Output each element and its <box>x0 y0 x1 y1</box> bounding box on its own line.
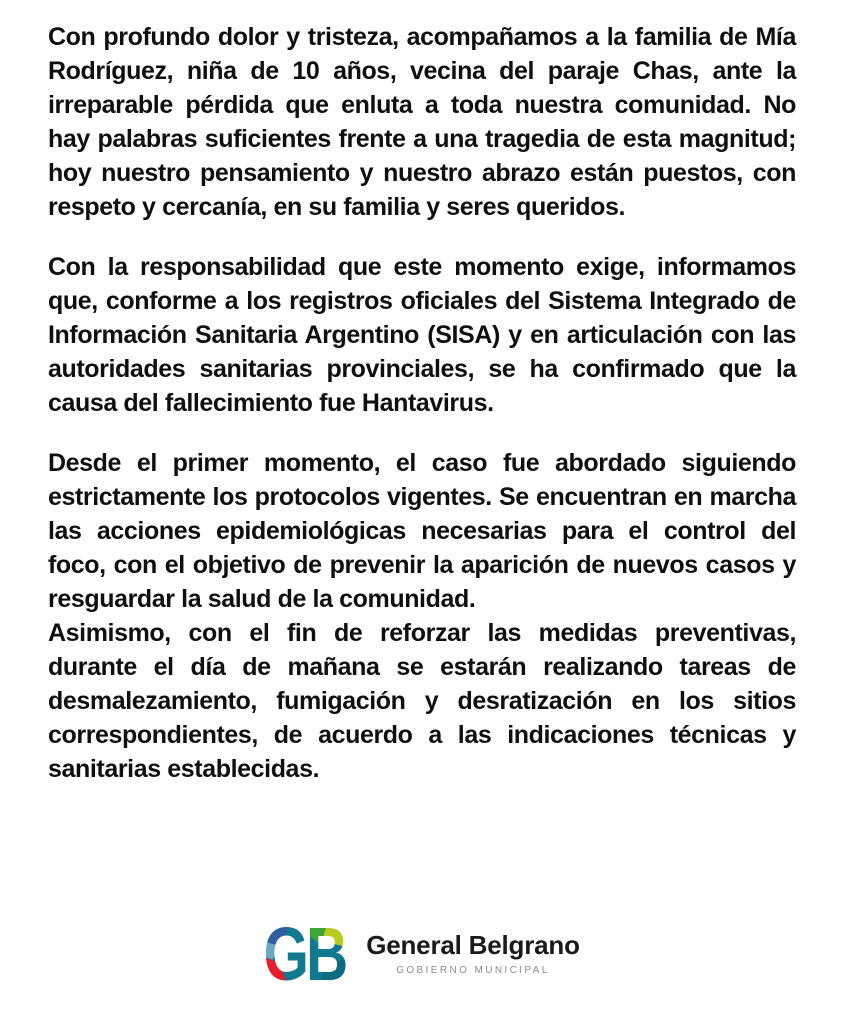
paragraph-cause-confirmation: Con la responsabilidad que este momento exige, informamos que, conforme a los registros oficiales del Sistema Integrado de Información Sanitaria Argentino (SISA) y en articulación con las autoridades sanitarias provinciales, se ha confirmado que la causa del fallecimiento fue Hantavirus. <box>48 253 796 417</box>
gb-monogram-text: GB <box>263 922 346 984</box>
gb-monogram-logo <box>262 922 350 984</box>
footer-logo <box>0 922 842 984</box>
statement-body <box>48 20 796 812</box>
paragraph-condolences: Con profundo dolor y tristeza, acompañamos a la familia de Mía Rodríguez, niña de 10 años, vecina del paraje Chas, ante la irreparable pérdida que enluta a toda nuestra comunidad. No hay palabras suficientes frente a una tragedia de esta magnitud; hoy nuestro pensamiento y nuestro abrazo están puestos, con respeto y cercanía, en su familia y seres queridos. <box>48 23 796 221</box>
paragraph-preventive-measures: Asimismo, con el fin de reforzar las medidas preventivas, durante el día de mañana se estarán realizando tareas de desmalezamiento, fumigación y desratización en los sitios correspondientes, de acuerdo a las indicaciones técnicas y sanitarias establecidas. <box>48 619 796 783</box>
org-name: General Belgrano <box>366 930 580 960</box>
paragraph-protocols: Desde el primer momento, el caso fue abordado siguiendo estrictamente los protocolos vigentes. Se encuentran en marcha las acciones epidemiológicas necesarias para el control del foco, con el objetivo de prevenir la aparición de nuevos casos y resguardar la salud de la comunidad. <box>48 449 796 613</box>
org-subtitle: GOBIERNO MUNICIPAL <box>396 965 550 976</box>
org-text-block <box>366 930 580 976</box>
